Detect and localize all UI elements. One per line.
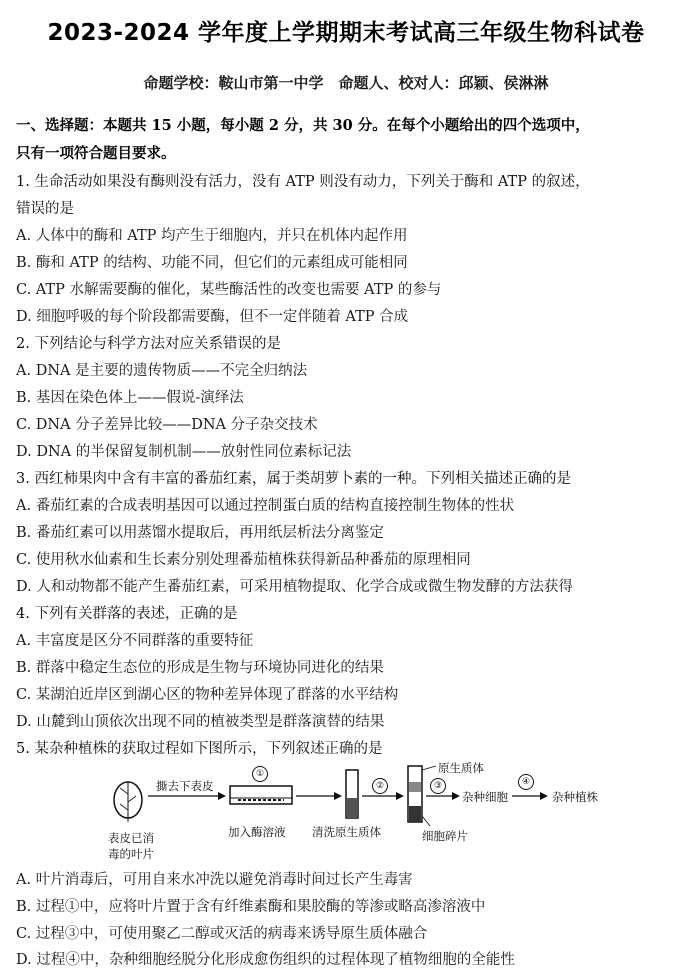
question-1-stem-cont: 错误的是	[16, 201, 74, 217]
question-3-option-a: A. 番茄红素的合成表明基因可以通过控制蛋白质的结构直接控制生物体的性状	[16, 498, 515, 514]
section-heading: 一、选择题：本题共 15 小题，每小题 2 分，共 30 分。在每个小题给出的四个选项中，	[16, 117, 590, 134]
page-title: 2023-2024 学年度上学期期末考试高三年级生物科试卷	[47, 20, 645, 46]
question-5-option-b: B. 过程①中，应将叶片置于含有纤维素酶和果胶酶的等渗或略高渗溶液中	[16, 899, 486, 915]
question-3-option-c: C. 使用秋水仙素和生长素分别处理番茄植株获得新品种番茄的原理相同	[16, 552, 471, 568]
question-2-option-c: C. DNA 分子差异比较——DNA 分子杂交技术	[16, 417, 318, 433]
question-4-stem: 4. 下列有关群落的表述，正确的是	[16, 606, 238, 622]
section-heading-cont: 只有一项符合题目要求。	[16, 145, 176, 162]
question-1-option-a: A. 人体中的酶和 ATP 均产生于细胞内，并只在机体内起作用	[16, 228, 408, 244]
question-5-option-d: D. 过程④中，杂种细胞经脱分化形成愈伤组织的过程体现了植物细胞的全能性	[16, 952, 515, 968]
question-5-option-c: C. 过程③中，可使用聚乙二醇或灭活的病毒来诱导原生质体融合	[16, 926, 428, 942]
step-3-marker: ③	[430, 778, 446, 794]
leaf-label: 表皮已消	[108, 831, 154, 845]
question-2-option-a: A. DNA 是主要的遗传物质——不完全归纳法	[16, 363, 308, 379]
test-tube-1-icon	[346, 770, 358, 818]
diagram-drawing	[100, 760, 620, 870]
hybrid-plant-label: 杂种植株	[552, 790, 598, 804]
cell-debris-label: 细胞碎片	[422, 829, 468, 843]
step-1-marker: ①	[252, 766, 268, 782]
question-3-option-b: B. 番茄红素可以用蒸馏水提取后，再用纸层析法分离鉴定	[16, 525, 384, 541]
question-2-option-d: D. DNA 的半保留复制机制——放射性同位素标记法	[16, 444, 352, 460]
question-1-option-d: D. 细胞呼吸的每个阶段都需要酶，但不一定伴随着 ATP 合成	[16, 309, 409, 325]
question-4-option-c: C. 某湖泊近岸区到湖心区的物种差异体现了群落的水平结构	[16, 687, 399, 703]
question-3-stem: 3. 西红柿果肉中含有丰富的番茄红素，属于类胡萝卜素的一种。下列相关描述正确的是	[16, 471, 571, 487]
question-3-option-d: D. 人和动物都不能产生番茄红素，可采用植物提取、化学合成或微生物发酵的方法获得	[16, 579, 573, 595]
question-4-option-b: B. 群落中稳定生态位的形成是生物与环境协同进化的结果	[16, 660, 384, 676]
question-1-option-c: C. ATP 水解需要酶的催化，某些酶活性的改变也需要 ATP 的参与	[16, 282, 442, 298]
hybrid-plant-diagram	[100, 760, 620, 870]
question-4-option-a: A. 丰富度是区分不同群落的重要特征	[16, 633, 254, 649]
protoplast-label: 原生质体	[438, 761, 484, 775]
hybrid-cell-label: 杂种细胞	[462, 790, 508, 804]
question-5-stem: 5. 某杂种植株的获取过程如下图所示，下列叙述正确的是	[16, 741, 383, 757]
step-2-marker: ②	[372, 778, 388, 794]
question-4-option-d: D. 山麓到山顶依次出现不同的植被类型是群落演替的结果	[16, 714, 385, 730]
tear-epidermis-label: 撕去下表皮	[156, 779, 214, 793]
question-2-stem: 2. 下列结论与科学方法对应关系错误的是	[16, 336, 281, 352]
question-5-option-a: A. 叶片消毒后，可用自来水冲洗以避免消毒时间过长产生毒害	[16, 872, 413, 888]
author-info: 命题学校：鞍山市第一中学 命题人、校对人：邱颖、侯淋淋	[143, 74, 549, 92]
leaf-icon	[114, 782, 142, 822]
step-4-marker: ④	[518, 774, 534, 790]
petri-dish-icon	[230, 786, 292, 804]
enzyme-label: 加入酶溶液	[228, 825, 286, 839]
question-1-option-b: B. 酶和 ATP 的结构、功能不同，但它们的元素组成可能相同	[16, 255, 408, 271]
question-2-option-b: B. 基因在染色体上——假说-演绎法	[16, 390, 244, 406]
question-1-stem: 1. 生命活动如果没有酶则没有活力，没有 ATP 则没有动力，下列关于酶和 ATP 的叙述，	[16, 174, 590, 190]
leaf-label-cont: 毒的叶片	[108, 847, 154, 861]
wash-protoplast-label: 清洗原生质体	[312, 825, 381, 839]
